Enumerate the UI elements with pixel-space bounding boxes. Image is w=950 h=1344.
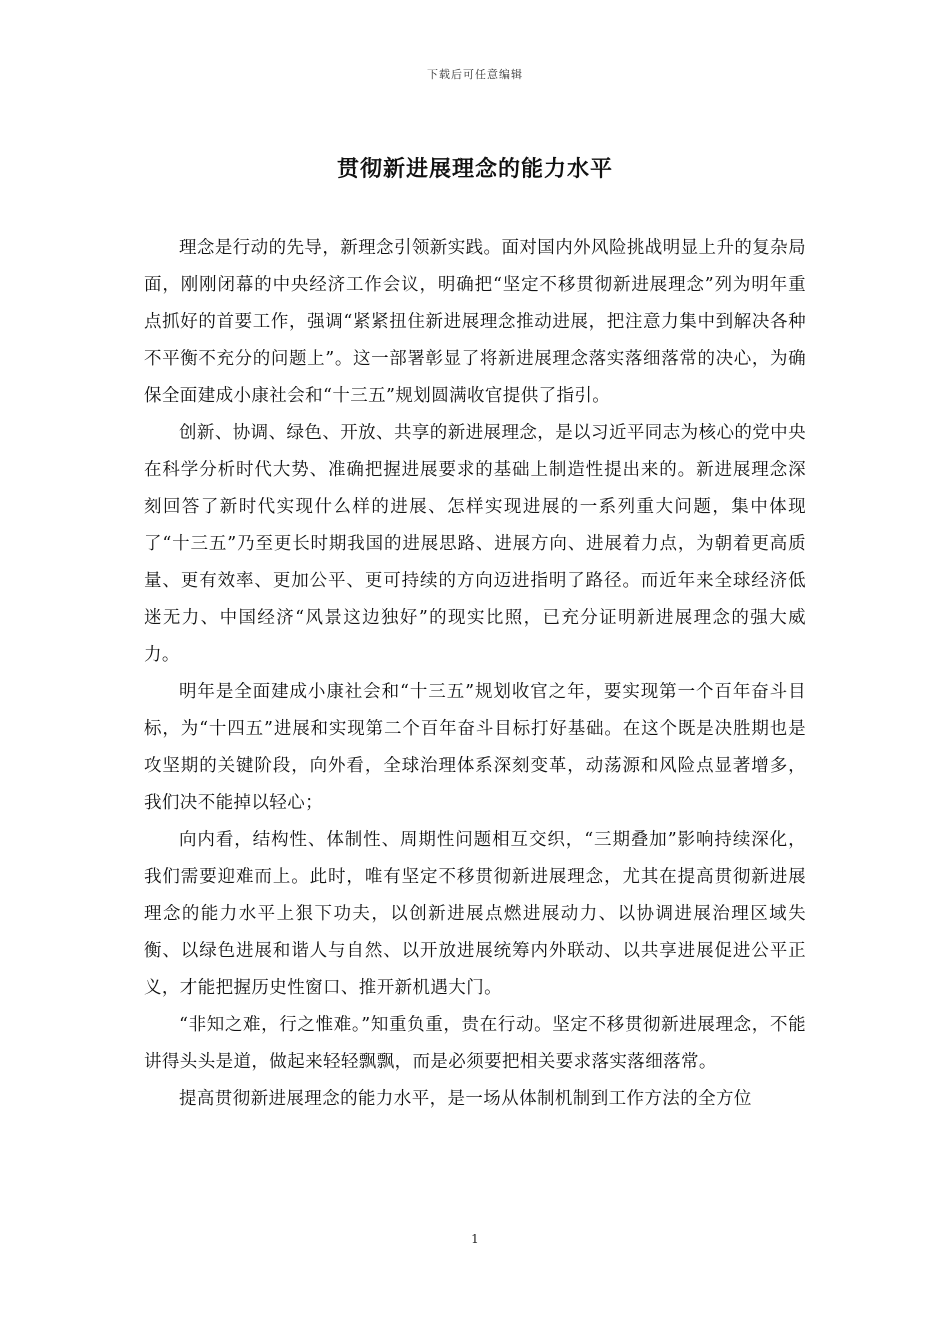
paragraph: 理念是行动的先导，新理念引领新实践。面对国内外风险挑战明显上升的复杂局面，刚刚闭幕的中央经济工作会议，明确把“坚定不移贯彻新进展理念”列为明年重点抓好的首要工作，强调“紧紧扭住新进展理念推动进展，把注意力集中到解决各种不平衡不充分的问题上”。这一部署彰显了将新进展理念落实落细落常的决心，为确保全面建成小康社会和“十三五”规划圆满收官提供了指引。 <box>144 238 806 406</box>
header-note: 下载后可任意编辑 <box>427 68 523 81</box>
paragraph: “非知之难，行之惟难。”知重负重，贵在行动。坚定不移贯彻新进展理念，不能讲得头头是道，做起来轻轻飘飘，而是必须要把相关要求落实落细落常。 <box>144 1015 806 1072</box>
document-body <box>144 230 806 1118</box>
paragraph: 向内看，结构性、体制性、周期性问题相互交织，“三期叠加”影响持续深化，我们需要迎难而上。此时，唯有坚定不移贯彻新进展理念，尤其在提高贯彻新进展理念的能力水平上狠下功夫，以创新进展点燃进展动力、以协调进展治理区域失衡、以绿色进展和谐人与自然、以开放进展统筹内外联动、以共享进展促进公平正义，才能把握历史性窗口、推开新机遇大门。 <box>144 830 806 998</box>
paragraph: 明年是全面建成小康社会和“十三五”规划收官之年，要实现第一个百年奋斗目标，为“十四五”进展和实现第二个百年奋斗目标打好基础。在这个既是决胜期也是攻坚期的关键阶段，向外看，全球治理体系深刻变革，动荡源和风险点显著增多，我们决不能掉以轻心； <box>144 682 806 813</box>
page-number: 1 <box>471 1232 479 1246</box>
document-title: 贯彻新进展理念的能力水平 <box>336 156 613 182</box>
paragraph: 提高贯彻新进展理念的能力水平，是一场从体制机制到工作方法的全方位 <box>179 1089 752 1109</box>
paragraph: 创新、协调、绿色、开放、共享的新进展理念，是以习近平同志为核心的党中央在科学分析时代大势、准确把握进展要求的基础上制造性提出来的。新进展理念深刻回答了新时代实现什么样的进展、怎样实现进展的一系列重大问题，集中体现了“十三五”乃至更长时期我国的进展思路、进展方向、进展着力点，为朝着更高质量、更有效率、更加公平、更可持续的方向迈进指明了路径。而近年来全球经济低迷无力、中国经济“风景这边独好”的现实比照，已充分证明新进展理念的强大威力。 <box>144 423 806 665</box>
